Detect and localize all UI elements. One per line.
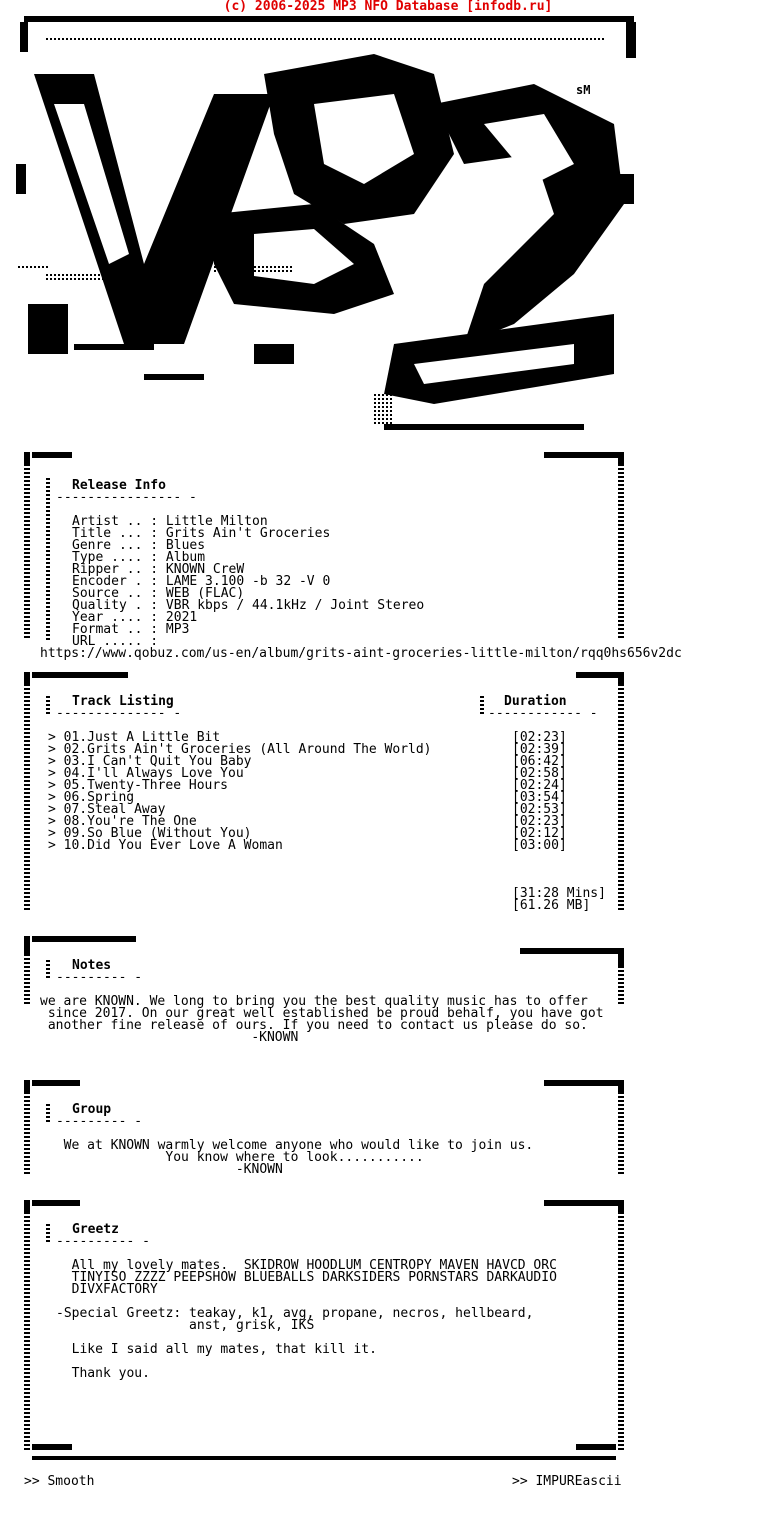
track-duration: [02:12] (512, 826, 567, 841)
track-title: > 04.I'll Always Love You (48, 766, 244, 781)
track-title: > 02.Grits Ain't Groceries (All Around The World) (48, 742, 432, 757)
greetz-line: TINYISO ZZZZ PEEPSHOW BLUEBALLS DARKSIDERS PORNSTARS DARKAUDIO (56, 1270, 557, 1285)
notes-line: another fine release of ours. If you need to contact us please do so. (40, 1018, 588, 1033)
group-line: You know where to look........... (48, 1150, 424, 1165)
release-info-heading: Release Info (72, 478, 166, 493)
release-info-line: Quality . : VBR kbps / 44.1kHz / Joint Stereo (72, 598, 425, 613)
release-info-line: Title ... : Grits Ain't Groceries (72, 526, 331, 541)
track-list (48, 732, 432, 852)
total-size: [61.26 MB] (512, 898, 591, 913)
track-duration: [02:23] (512, 814, 567, 829)
release-info-line: Artist .. : Little Milton (72, 514, 268, 529)
greetz-line: DIVXFACTORY (56, 1282, 158, 1297)
release-info-section (24, 452, 624, 652)
notes-heading: Notes (72, 958, 112, 973)
release-info-line: URL ..... : (72, 634, 159, 649)
notes-text (40, 996, 604, 1044)
track-duration: [02:53] (512, 802, 567, 817)
notes-line: -KNOWN (40, 1030, 299, 1045)
duration-underline: ------------ - (488, 706, 598, 721)
track-title: > 05.Twenty-Three Hours (48, 778, 229, 793)
track-duration: [03:00] (512, 838, 567, 853)
greetz-line: All my lovely mates. SKIDROW HOODLUM CENTROPY MAVEN HAVCD ORC (56, 1258, 557, 1273)
greetz-underline: ---------- - (56, 1234, 150, 1249)
release-info-underline: ---------------- - (56, 490, 197, 505)
track-duration: [02:24] (512, 778, 567, 793)
track-title: > 09.So Blue (Without You) (48, 826, 252, 841)
release-info-line: Type .... : Album (72, 550, 206, 565)
group-heading: Group (72, 1102, 112, 1117)
track-listing-underline: -------------- - (56, 706, 182, 721)
footer-left-credit: >> Smooth (24, 1474, 95, 1489)
duration-heading: Duration (504, 694, 567, 709)
greetz-heading: Greetz (72, 1222, 119, 1237)
logo-signature: sM (576, 83, 591, 97)
track-listing-heading: Track Listing (72, 694, 174, 709)
track-duration: [06:42] (512, 754, 567, 769)
track-title: > 06.Spring (48, 790, 135, 805)
track-listing-section (24, 672, 624, 914)
greetz-text (56, 1260, 557, 1380)
greetz-line: Thank you. (56, 1366, 150, 1381)
track-title: > 01.Just A Little Bit (48, 730, 221, 745)
notes-underline: --------- - (56, 970, 143, 985)
release-info-lines (72, 516, 424, 648)
greetz-line: Like I said all my mates, that kill it. (56, 1342, 377, 1357)
group-line: We at KNOWN warmly welcome anyone who would like to join us. (48, 1138, 534, 1153)
ascii-logo-art (14, 14, 644, 444)
release-info-line: Source .. : WEB (FLAC) (72, 586, 245, 601)
track-title: > 07.Steal Away (48, 802, 166, 817)
release-url-link[interactable]: https://www.qobuz.com/us-en/album/grits-aint-groceries-little-milton/rqq0hs656v2dc (40, 646, 682, 661)
release-info-line: Format .. : MP3 (72, 622, 190, 637)
greetz-line: -Special Greetz: teakay, k1, avg, propane, necros, hellbeard, (56, 1306, 534, 1321)
track-duration: [02:58] (512, 766, 567, 781)
group-text (48, 1140, 533, 1176)
site-credit[interactable]: (c) 2006-2025 MP3 NFO Database [infodb.ru] (223, 0, 553, 14)
footer-right-credit: >> IMPUREascii (512, 1474, 622, 1489)
release-info-line: Genre ... : Blues (72, 538, 206, 553)
group-section (24, 1080, 624, 1176)
track-duration: [02:23] (512, 730, 567, 745)
release-info-line: Encoder . : LAME 3.100 -b 32 -V 0 (72, 574, 331, 589)
duration-list (512, 732, 567, 852)
notes-line: since 2017. On our great well established be proud behalf, you have got (40, 1006, 604, 1021)
greetz-line: anst, grisk, IKS (56, 1318, 315, 1333)
track-title: > 10.Did You Ever Love A Woman (48, 838, 283, 853)
release-info-line: Ripper .. : KNOWN CreW (72, 562, 245, 577)
track-title: > 08.You're The One (48, 814, 197, 829)
track-duration: [03:54] (512, 790, 567, 805)
notes-line: we are KNOWN. We long to bring you the best quality music has to offer (40, 994, 588, 1009)
track-title: > 03.I Can't Quit You Baby (48, 754, 252, 769)
total-time: [31:28 Mins] (512, 886, 606, 901)
track-duration: [02:39] (512, 742, 567, 757)
greetz-section (24, 1200, 624, 1464)
group-underline: --------- - (56, 1114, 143, 1129)
group-line: -KNOWN (48, 1162, 283, 1177)
release-info-line: Year .... : 2021 (72, 610, 198, 625)
